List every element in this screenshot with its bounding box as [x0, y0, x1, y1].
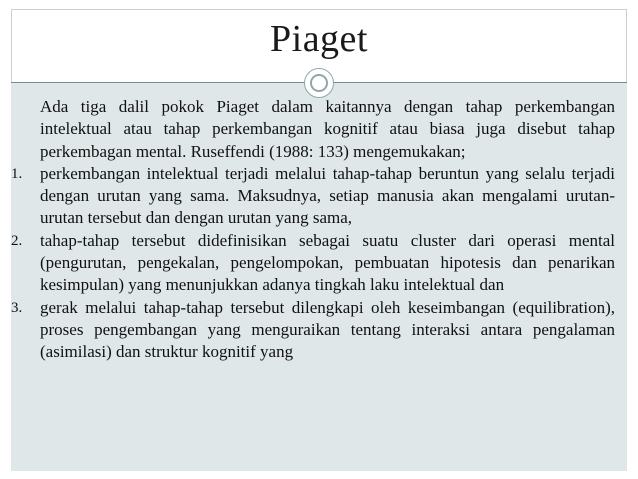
list-item-text: perkembangan intelektual terjadi melalui tahap-tahap beruntun yang selalu terjadi dengan urutan yang sama. Maksudnya, setiap manusia akan mengalami urutan-urutan tersebut dan dengan urutan yang sama,	[40, 163, 615, 228]
list-item-text: gerak melalui tahap-tahap tersebut dilengkapi oleh keseimbangan (equilibration), proses pengembangan yang menguraikan tentang interaksi antara pengalaman (asimilasi) dan struktur kognitif yang	[40, 297, 615, 362]
list-item-text: tahap-tahap tersebut didefinisikan sebagai suatu cluster dari operasi mental (pengurutan, pengekalan, pengelompokan, pembuatan hipotesis dan penarikan kesimpulan) yang menunjukkan adanya tingkah laku intelektual dan	[40, 230, 615, 295]
list-item	[11, 230, 615, 297]
slide-title: Piaget	[270, 18, 368, 60]
slide-body	[11, 96, 615, 364]
list-number: 2.	[11, 232, 23, 249]
intro-paragraph: Ada tiga dalil pokok Piaget dalam kaitannya dengan tahap perkembangan intelektual atau tahap perkembangan kognitif atau biasa juga disebut tahap perkembagan mental. Ruseffendi (1988: 133) mengemukakan;	[40, 97, 615, 161]
circle-ornament-icon	[304, 68, 334, 98]
circle-ornament-inner	[310, 74, 328, 92]
list-number: 3.	[11, 299, 23, 316]
list-number: 1.	[11, 165, 23, 182]
list-item	[11, 297, 615, 364]
list-item	[11, 163, 615, 230]
